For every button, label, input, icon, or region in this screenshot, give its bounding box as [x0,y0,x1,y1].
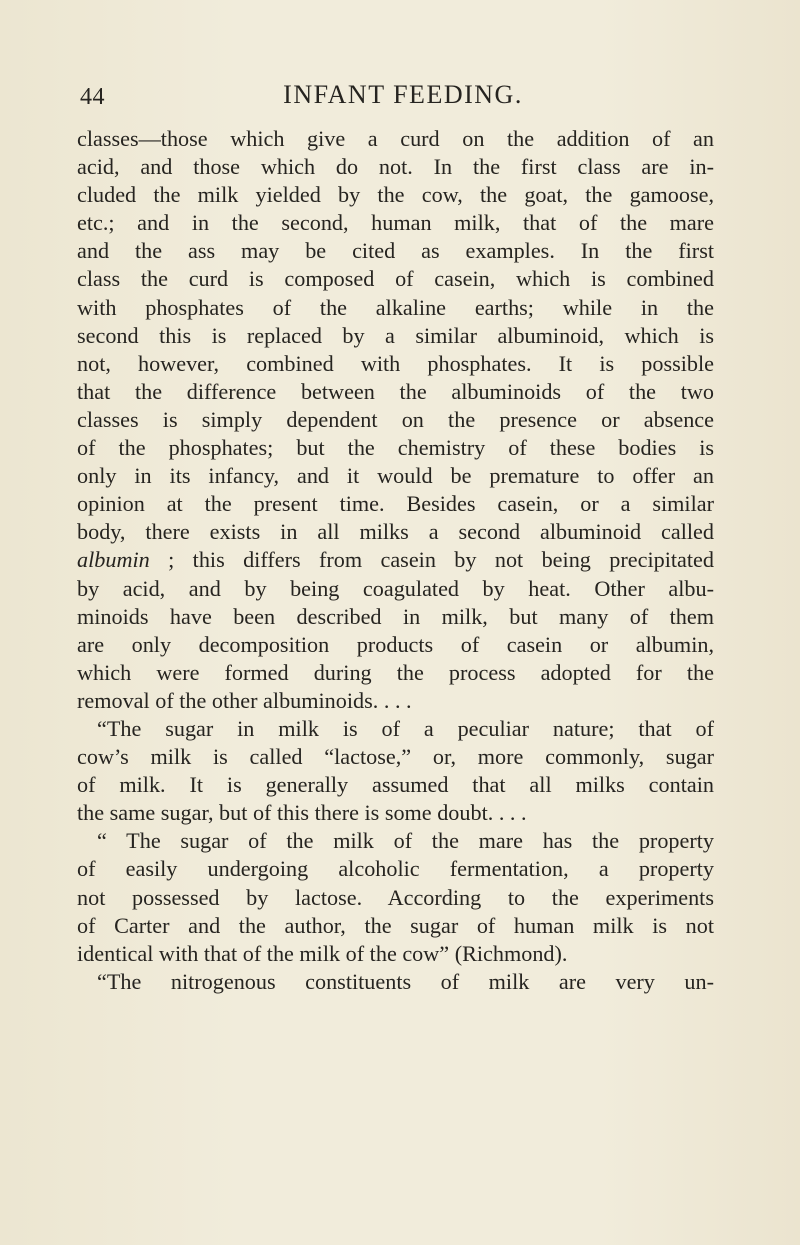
text-line: “The nitrogenous constituents of milk are very un- [97,968,714,994]
text-line: of milk. It is generally assumed that all milks contain [77,772,714,798]
text-line: that the difference between the albuminoids of the two [77,378,714,404]
text-line: second this is replaced by a similar albuminoid, which is [77,322,714,348]
text-line: etc.; and in the second, human milk, that of the mare [77,210,714,236]
running-head [76,76,716,116]
text-line: class the curd is composed of casein, which is combined [77,266,714,292]
text-line [77,546,714,574]
text-line: only in its infancy, and it would be premature to offer an [77,463,714,489]
text-line: not, however, combined with phosphates. It is possible [77,350,714,376]
text-line: by acid, and by being coagulated by heat. Other albu- [77,575,714,601]
text-line: and the ass may be cited as examples. In the first [77,238,714,264]
page-number: 44 [80,84,105,110]
text-line: of easily undergoing alcoholic fermentation, a property [77,856,714,882]
text-line: are only decomposition products of casein or albumin, [77,631,714,657]
text-line: cluded the milk yielded by the cow, the goat, the gamoose, [77,182,714,208]
page-header-title: INFANT FEEDING. [283,80,523,109]
text-line: “ The sugar of the milk of the mare has the property [97,828,714,854]
text-line: the same sugar, but of this there is some doubt. . . . [77,800,527,826]
text-line: body, there exists in all milks a second albuminoid called [77,519,714,545]
text-line: identical with that of the milk of the cow” (Richmond). [77,940,568,966]
text-line: with phosphates of the alkaline earths; while in the [77,294,714,320]
text-line: opinion at the present time. Besides casein, or a similar [77,491,714,517]
text-line-rest: ; this differs from casein by not being precipitated [149,547,714,573]
text-line: which were formed during the process adopted for the [77,659,714,685]
text-line: acid, and those which do not. In the first class are in- [77,154,714,180]
text-line: “The sugar in milk is of a peculiar nature; that of [97,715,714,741]
text-line: of the phosphates; but the chemistry of these bodies is [77,435,714,461]
italic-term-albumin: albumin [77,547,150,573]
text-line: cow’s milk is called “lactose,” or, more commonly, sugar [77,744,714,770]
text-line: minoids have been described in milk, but many of them [77,603,714,629]
text-line: classes is simply dependent on the presence or absence [77,406,714,432]
text-line: removal of the other albuminoids. . . . [77,687,412,713]
text-line: classes—those which give a curd on the addition of an [77,126,714,151]
body-text [77,125,714,996]
text-line: not possessed by lactose. According to the experiments [77,884,714,910]
text-line: of Carter and the author, the sugar of human milk is not [77,912,714,938]
